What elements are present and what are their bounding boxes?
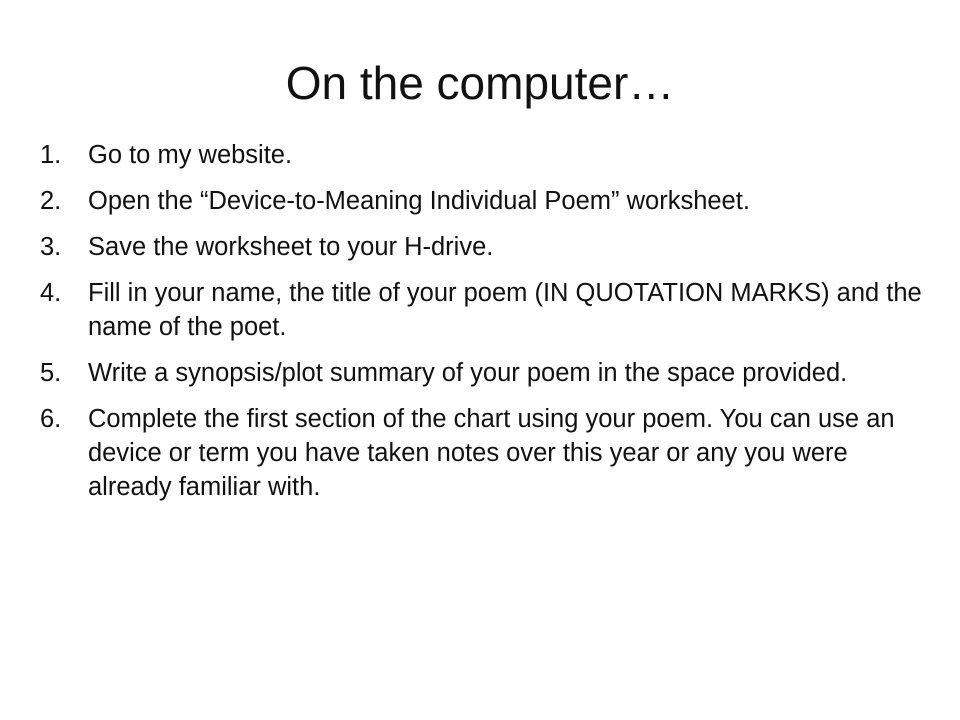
instruction-number: 2. bbox=[40, 187, 62, 215]
instruction-item bbox=[40, 276, 930, 344]
instruction-number: 4. bbox=[40, 279, 62, 307]
instruction-number: 1. bbox=[40, 141, 62, 169]
slide-title: On the computer… bbox=[285, 57, 675, 109]
instruction-item bbox=[40, 356, 930, 390]
instruction-item bbox=[40, 184, 930, 218]
instruction-number: 3. bbox=[40, 233, 62, 261]
instruction-item bbox=[40, 138, 930, 172]
instruction-text: Open the “Device-to-Meaning Individual Poem” worksheet. bbox=[88, 187, 750, 215]
instruction-text: Write a synopsis/plot summary of your poem in the space provided. bbox=[88, 359, 848, 387]
instruction-item bbox=[40, 402, 930, 504]
instruction-text: Fill in your name, the title of your poem (IN QUOTATION MARKS) and the name of the poet. bbox=[88, 279, 922, 341]
instruction-item bbox=[40, 230, 930, 264]
instruction-text: Complete the first section of the chart using your poem. You can use an device or term you have taken notes over this year or any you were already familiar with. bbox=[88, 405, 895, 501]
instruction-text: Go to my website. bbox=[88, 141, 293, 169]
instruction-number: 5. bbox=[40, 359, 62, 387]
instruction-text: Save the worksheet to your H-drive. bbox=[88, 233, 494, 261]
instruction-number: 6. bbox=[40, 405, 62, 433]
instruction-list bbox=[40, 138, 930, 516]
